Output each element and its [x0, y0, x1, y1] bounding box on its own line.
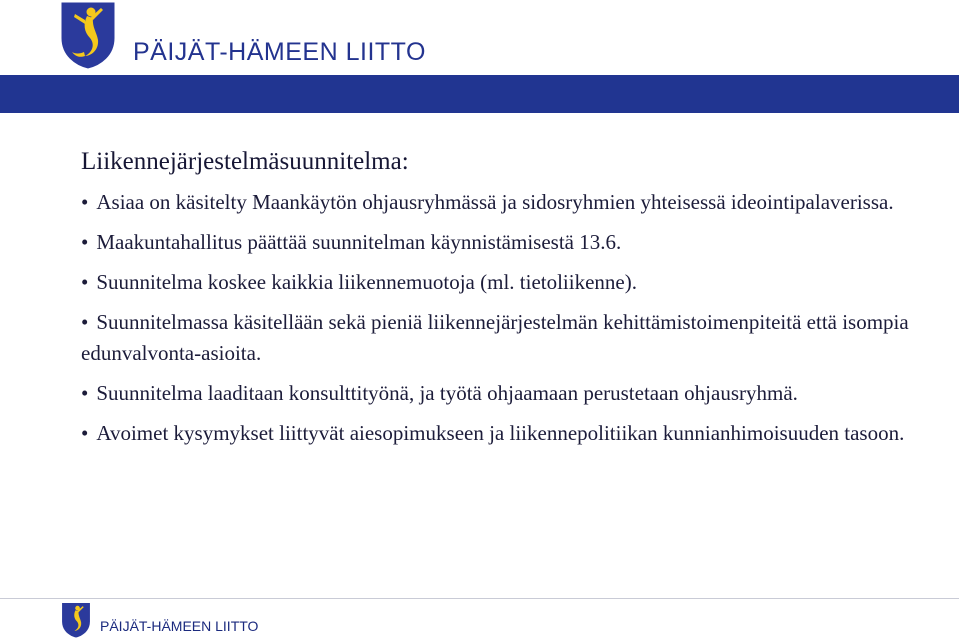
bullet-icon: •	[81, 421, 89, 445]
footer-logo-text: PÄIJÄT-HÄMEEN LIITTO	[100, 618, 259, 634]
bullet-icon: •	[81, 310, 89, 334]
bullet-text: Suunnitelmassa käsitellään sekä pieniä liikennejärjestelmän kehittämistoimenpiteitä että isompia edunvalvonta-asioita.	[81, 310, 909, 365]
bullet-text: Asiaa on käsitelty Maankäytön ohjausryhmässä ja sidosryhmien yhteisessä ideointipalaverissa.	[96, 190, 894, 214]
bullet-text: Suunnitelma laaditaan konsulttityönä, ja työtä ohjaamaan perustetaan ohjausryhmä.	[96, 381, 798, 405]
bullet-text: Avoimet kysymykset liittyvät aiesopimukseen ja liikennepolitiikan kunnianhimoisuuden tasoon.	[96, 421, 905, 445]
bullet-icon: •	[81, 190, 89, 214]
bullet-icon: •	[81, 381, 89, 405]
bullet-text: Maakuntahallitus päättää suunnitelman käynnistämisestä 13.6.	[96, 230, 622, 254]
footer-divider	[0, 598, 959, 599]
mermaid-crest-icon	[57, 0, 119, 70]
slide-content	[81, 148, 921, 458]
footer-mermaid-crest-icon	[60, 601, 92, 639]
bullet-text: Suunnitelma koskee kaikkia liikennemuotoja (ml. tietoliikenne).	[96, 270, 637, 294]
bullet-item	[81, 378, 921, 409]
bullet-item	[81, 187, 921, 218]
header	[0, 0, 959, 115]
bullet-item	[81, 267, 921, 298]
slide-title: Liikennejärjestelmäsuunnitelma:	[81, 148, 409, 175]
bullet-item	[81, 227, 921, 258]
bullet-item	[81, 418, 921, 449]
bullet-icon: •	[81, 230, 89, 254]
organization-logo-text: PÄIJÄT-HÄMEEN LIITTO	[133, 38, 426, 66]
header-bar	[0, 75, 959, 113]
bullet-item	[81, 307, 921, 369]
bullet-icon: •	[81, 270, 89, 294]
